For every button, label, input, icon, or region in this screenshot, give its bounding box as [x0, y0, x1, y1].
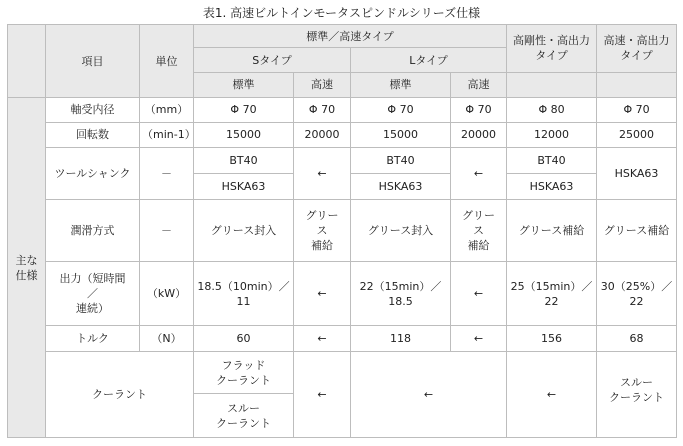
coolant-s-standard-bottom: スルー クーラント: [194, 394, 294, 438]
bearing-l-standard: Φ 70: [351, 98, 451, 122]
lube-l-standard: グリース封入: [351, 200, 451, 262]
coolant-speed-type-text: スルー クーラント: [609, 376, 665, 405]
torque-l-standard: 118: [351, 326, 451, 351]
output-l-high: ←: [451, 261, 507, 326]
unit-bearing: （mm）: [140, 98, 194, 122]
shank-rigid-bottom: HSKA63: [507, 173, 597, 200]
torque-speed-type: 68: [597, 326, 677, 351]
unit-output: （kW）: [140, 261, 194, 326]
output-l-standard: 22（15min）／ 18.5: [351, 261, 451, 326]
item-bearing: 軸受内径: [46, 98, 140, 122]
item-lubrication: 潤滑方式: [46, 200, 140, 262]
header-l-type: Lタイプ: [351, 48, 507, 72]
header-s-type: Sタイプ: [194, 48, 351, 72]
output-speed-type: 30（25%）／22: [597, 261, 677, 326]
output-rigid: 25（15min）／22: [507, 261, 597, 326]
header-rigid-type: 高剛性・高出力 タイプ: [507, 25, 597, 73]
header-speed-type: 高速・高出力 タイプ: [597, 25, 677, 73]
torque-l-high: ←: [451, 326, 507, 351]
header-speed-blank: [597, 72, 677, 97]
header-standard-high-type: 標準／高速タイプ: [194, 25, 507, 48]
header-l-standard: 標準: [351, 72, 451, 97]
unit-tool-shank: －: [140, 148, 194, 200]
torque-rigid: 156: [507, 326, 597, 351]
shank-l-standard-top: BT40: [351, 148, 451, 173]
item-tool-shank: ツールシャンク: [46, 148, 140, 200]
bearing-l-high: Φ 70: [451, 98, 507, 122]
bearing-speed-type: Φ 70: [597, 98, 677, 122]
unit-speed: （min-1）: [140, 122, 194, 147]
coolant-speed-type: [597, 351, 677, 437]
speed-rigid: 12000: [507, 122, 597, 147]
shank-s-standard-top: BT40: [194, 148, 294, 173]
shank-l-high: ←: [451, 148, 507, 200]
lube-l-high: グリー ス 補給: [451, 200, 507, 262]
bearing-rigid: Φ 80: [507, 98, 597, 122]
header-s-standard: 標準: [194, 72, 294, 97]
item-coolant: クーラント: [46, 351, 194, 437]
header-item: 項目: [46, 25, 140, 98]
shank-speed-type: HSKA63: [597, 148, 677, 200]
speed-s-high: 20000: [294, 122, 351, 147]
lube-s-standard: グリース封入: [194, 200, 294, 262]
shank-s-standard-bottom: HSKA63: [194, 173, 294, 200]
header-s-high: 高速: [294, 72, 351, 97]
coolant-rigid: ←: [507, 351, 597, 437]
speed-speed-type: 25000: [597, 122, 677, 147]
output-s-high: ←: [294, 261, 351, 326]
coolant-l-type: ←: [351, 351, 507, 437]
header-unit: 単位: [140, 25, 194, 98]
torque-s-high: ←: [294, 326, 351, 351]
speed-s-standard: 15000: [194, 122, 294, 147]
spec-table: [7, 24, 677, 438]
shank-rigid-top: BT40: [507, 148, 597, 173]
output-s-standard: 18.5（10min）／ 11: [194, 261, 294, 326]
header-rigid-blank: [507, 72, 597, 97]
header-l-high: 高速: [451, 72, 507, 97]
lube-s-high: グリー ス 補給: [294, 200, 351, 262]
header-blank: [8, 25, 46, 98]
shank-l-standard-bottom: HSKA63: [351, 173, 451, 200]
table-caption: 表1. 高速ビルトインモータスピンドルシリーズ仕様: [202, 6, 481, 20]
coolant-s-high: ←: [294, 351, 351, 437]
coolant-s-standard-top: フラッド クーラント: [194, 351, 294, 393]
item-torque: トルク: [46, 326, 140, 351]
speed-l-high: 20000: [451, 122, 507, 147]
unit-lubrication: －: [140, 200, 194, 262]
item-output: 出力（短時間 ／ 連続）: [46, 261, 140, 326]
unit-torque: （N）: [140, 326, 194, 351]
item-speed: 回転数: [46, 122, 140, 147]
shank-s-high: ←: [294, 148, 351, 200]
bearing-s-standard: Φ 70: [194, 98, 294, 122]
bearing-s-high: Φ 70: [294, 98, 351, 122]
main-spec-label: 主な 仕様: [8, 98, 46, 438]
lube-rigid: グリース補給: [507, 200, 597, 262]
speed-l-standard: 15000: [351, 122, 451, 147]
lube-speed-type: グリース補給: [597, 200, 677, 262]
torque-s-standard: 60: [194, 326, 294, 351]
